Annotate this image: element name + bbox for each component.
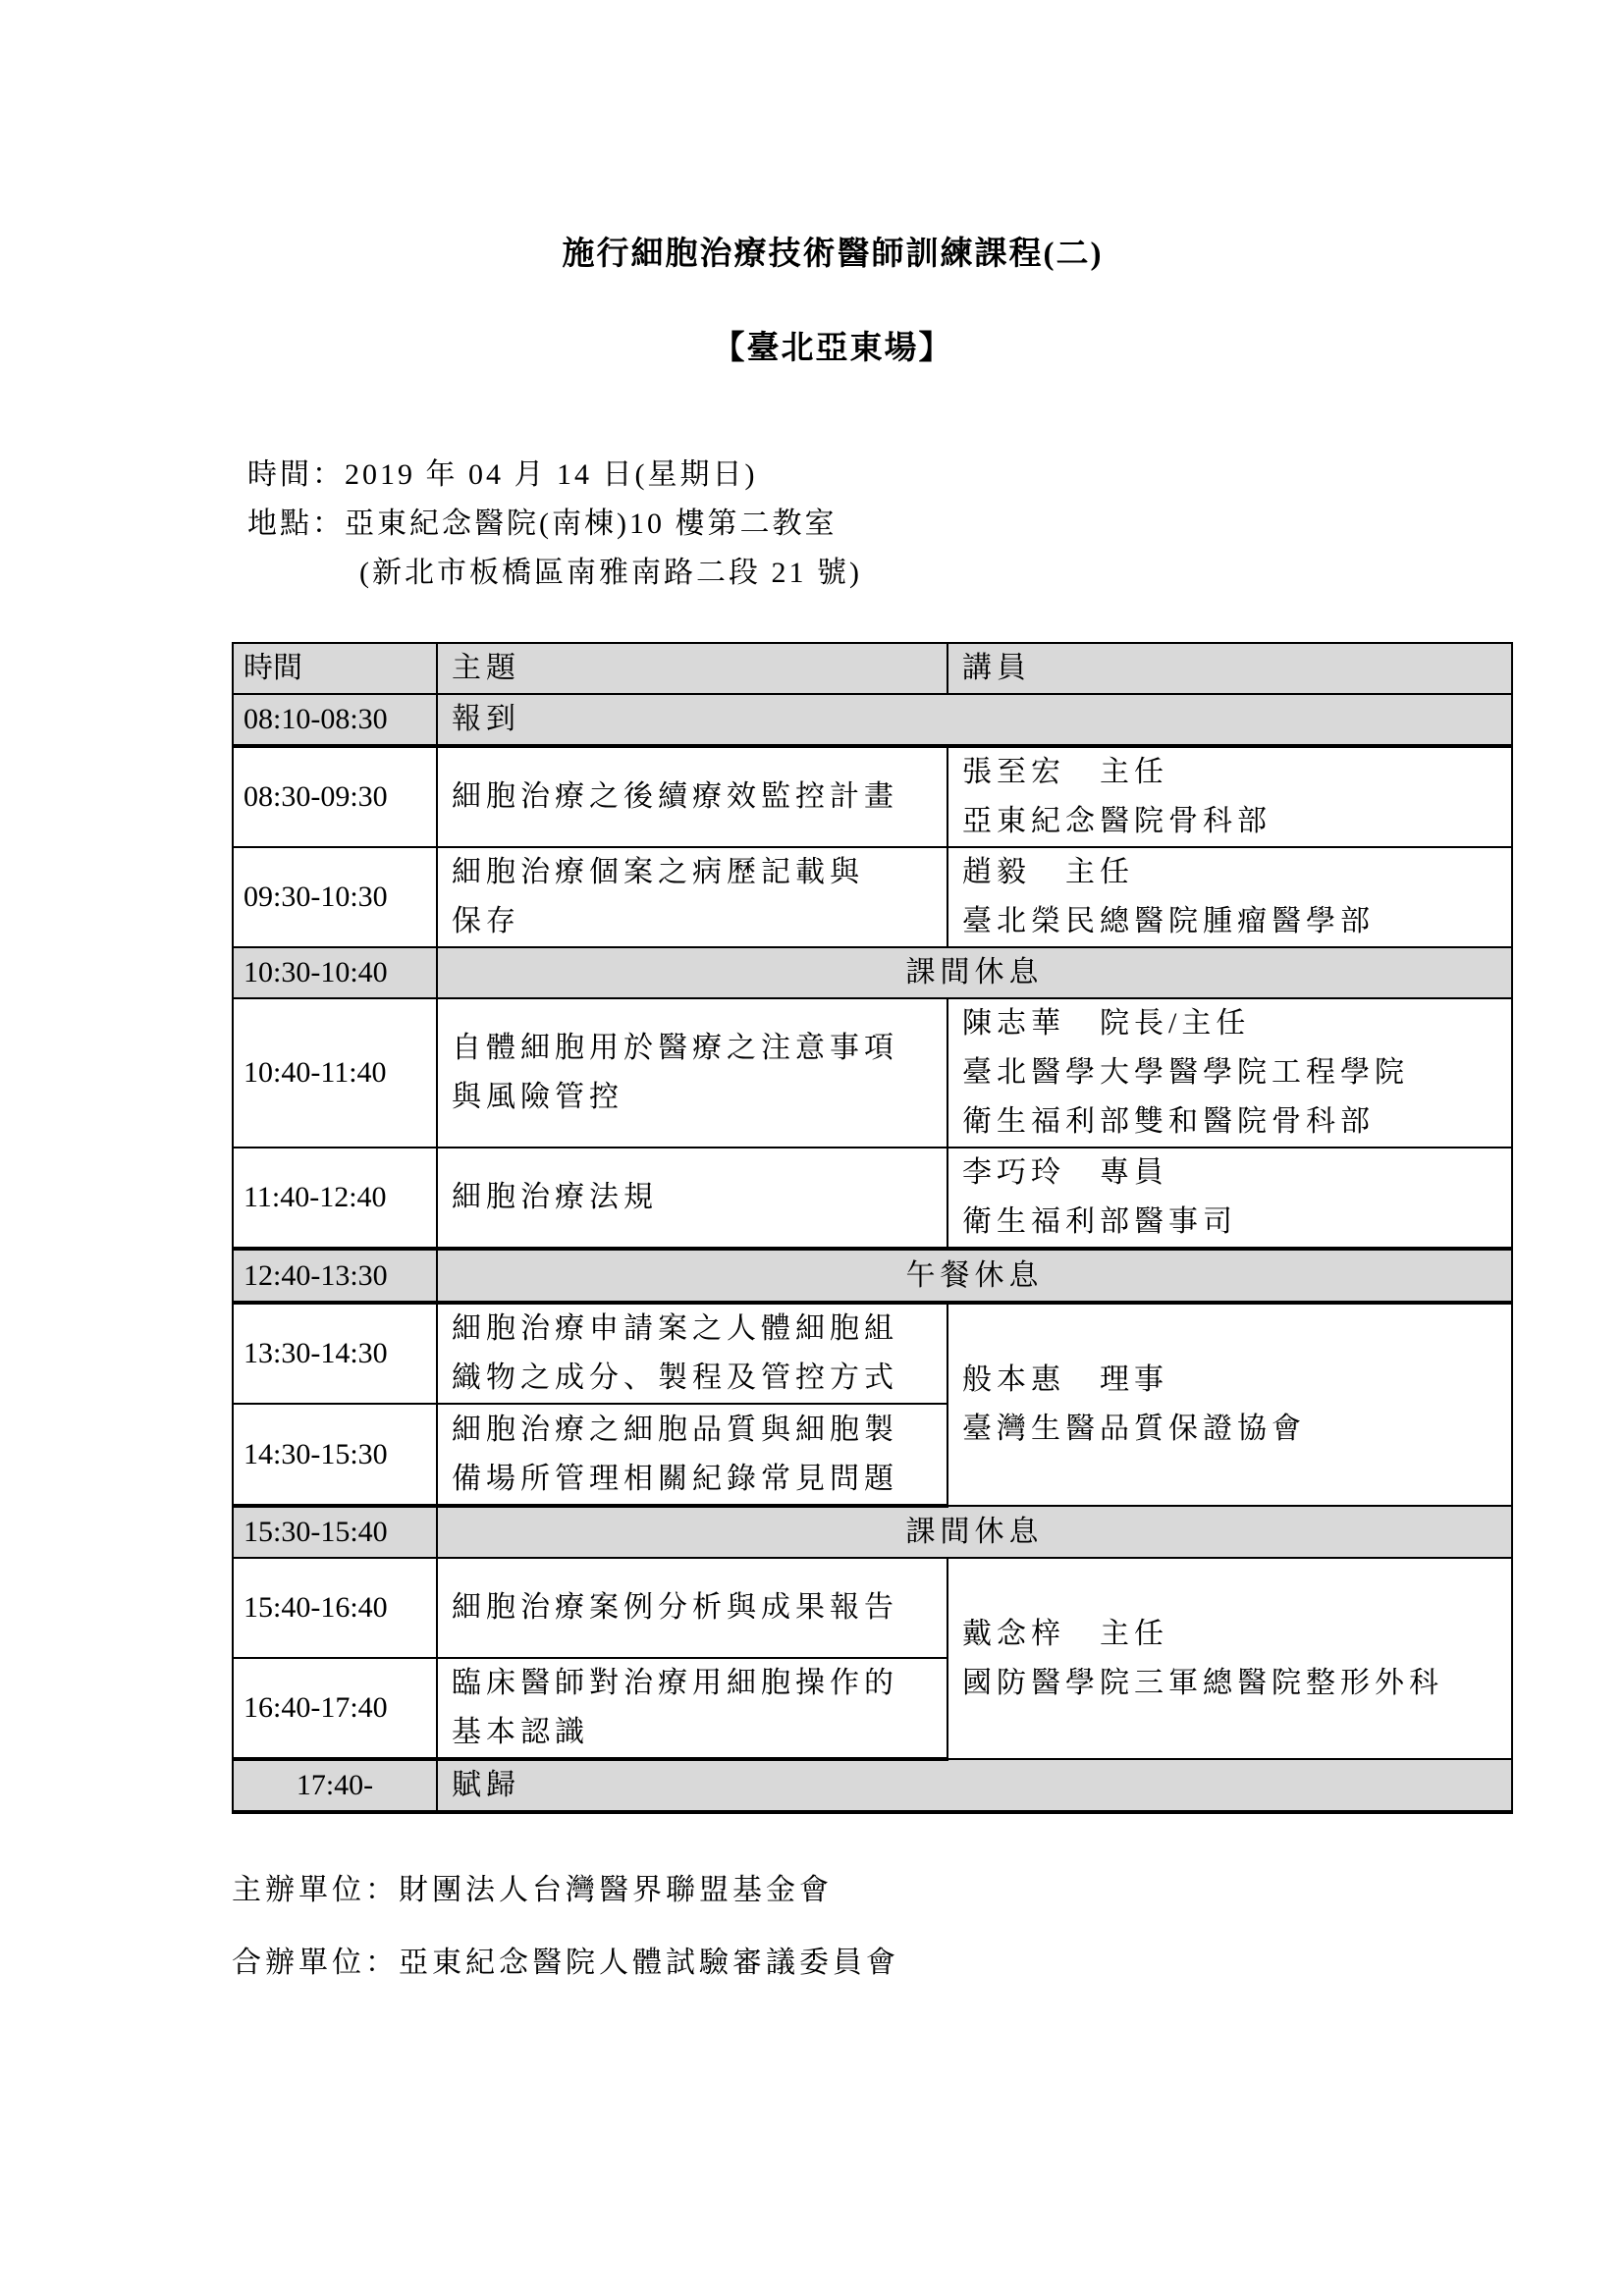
row-time: 15:30-15:40 <box>233 1506 437 1558</box>
page-title: 施行細胞治療技術醫師訓練課程(二) <box>562 237 1104 272</box>
row-time: 15:40-16:40 <box>233 1558 437 1658</box>
row-time: 14:30-15:30 <box>233 1404 437 1506</box>
row-speaker: 陳志華 院長/主任 臺北醫學大學醫學院工程學院 衛生福利部雙和醫院骨科部 <box>947 998 1512 1148</box>
row-topic: 細胞治療之後續療效監控計畫 <box>437 746 947 847</box>
row-topic: 課間休息 <box>437 1506 1512 1558</box>
row-speaker: 趙毅 主任 臺北榮民總醫院腫瘤醫學部 <box>947 847 1512 947</box>
row-time: 12:40-13:30 <box>233 1249 437 1303</box>
organizer: 主辦單位：財團法人台灣醫界聯盟基金會 <box>232 1874 833 1906</box>
row-time: 16:40-17:40 <box>233 1658 437 1759</box>
table-row <box>233 1759 1512 1812</box>
row-time: 17:40- <box>233 1759 437 1812</box>
row-topic: 午餐休息 <box>437 1249 1512 1303</box>
row-time: 08:30-09:30 <box>233 746 437 847</box>
row-time: 13:30-14:30 <box>233 1303 437 1404</box>
table-row <box>233 1303 1512 1404</box>
schedule-table <box>232 642 1513 1814</box>
row-topic: 細胞治療個案之病歷記載與 保存 <box>437 847 947 947</box>
row-topic: 細胞治療申請案之人體細胞組 織物之成分、製程及管控方式 <box>437 1303 947 1404</box>
header-speaker: 講員 <box>947 643 1512 694</box>
event-place: 地點：亞東紀念醫院(南棟)10 樓第二教室 <box>247 507 838 540</box>
row-speaker: 張至宏 主任 亞東紀念醫院骨科部 <box>947 746 1512 847</box>
co-organizer: 合辦單位：亞東紀念醫院人體試驗審議委員會 <box>232 1947 899 1979</box>
row-time: 10:30-10:40 <box>233 947 437 998</box>
row-topic: 賦歸 <box>437 1759 1512 1812</box>
row-time: 09:30-10:30 <box>233 847 437 947</box>
row-speaker: 戴念梓 主任 國防醫學院三軍總醫院整形外科 <box>947 1558 1512 1759</box>
event-address: (新北市板橋區南雅南路二段 21 號) <box>359 557 862 589</box>
table-row <box>233 746 1512 847</box>
page-subtitle: 【臺北亞東場】 <box>712 331 953 366</box>
row-topic: 課間休息 <box>437 947 1512 998</box>
row-time: 10:40-11:40 <box>233 998 437 1148</box>
event-time: 時間：2019 年 04 月 14 日(星期日) <box>247 458 758 491</box>
row-topic: 細胞治療法規 <box>437 1148 947 1249</box>
table-row-break <box>233 947 1512 998</box>
table-row <box>233 998 1512 1148</box>
row-time: 08:10-08:30 <box>233 694 437 746</box>
table-row <box>233 694 1512 746</box>
row-topic: 自體細胞用於醫療之注意事項 與風險管控 <box>437 998 947 1148</box>
table-row-break <box>233 1506 1512 1558</box>
row-speaker: 李巧玲 專員 衛生福利部醫事司 <box>947 1148 1512 1249</box>
table-row <box>233 847 1512 947</box>
header-topic: 主題 <box>437 643 947 694</box>
row-topic: 報到 <box>437 694 1512 746</box>
row-topic: 臨床醫師對治療用細胞操作的 基本認識 <box>437 1658 947 1759</box>
row-speaker: 般本惠 理事 臺灣生醫品質保證協會 <box>947 1303 1512 1506</box>
row-time: 11:40-12:40 <box>233 1148 437 1249</box>
table-row <box>233 1558 1512 1658</box>
row-topic: 細胞治療案例分析與成果報告 <box>437 1558 947 1658</box>
table-row-break <box>233 1249 1512 1303</box>
row-topic: 細胞治療之細胞品質與細胞製 備場所管理相關紀錄常見問題 <box>437 1404 947 1506</box>
header-time: 時間 <box>233 643 437 694</box>
table-header-row <box>233 643 1512 694</box>
table-row <box>233 1148 1512 1249</box>
